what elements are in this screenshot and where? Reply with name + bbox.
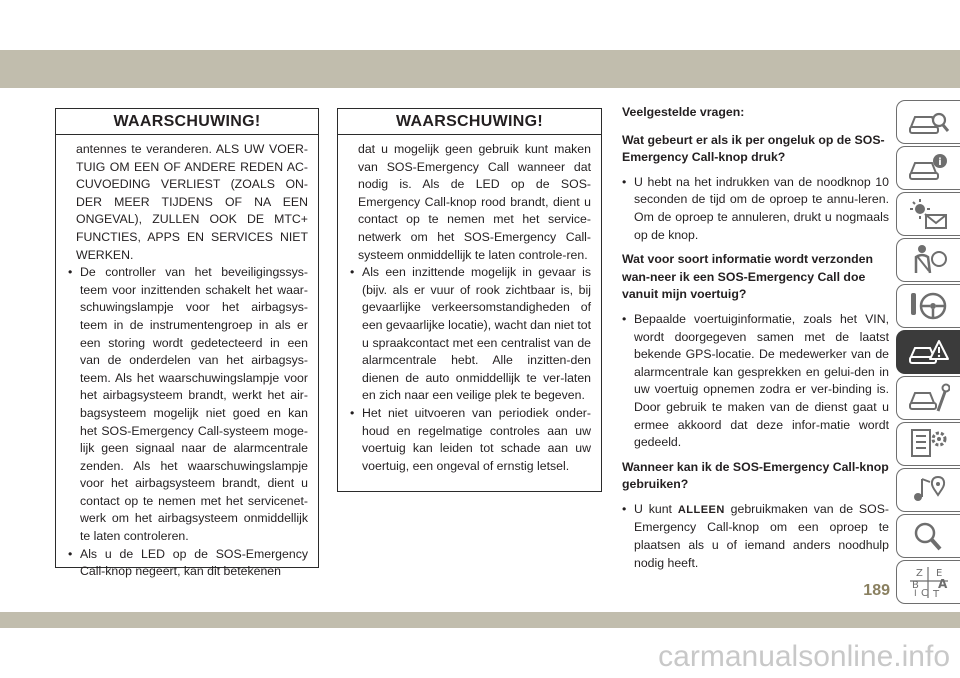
chapter-tab-index[interactable] [896,560,960,604]
svg-text:Z: Z [915,568,923,579]
car-emergency-warning-icon [908,335,950,369]
page-number: 189 [863,582,890,599]
top-decor-band [0,50,960,88]
faq-answer-text: gebruikmaken van de SOS-Emergency Call-knop om een oproep te plaatsen als u of iemand anders noodhulp nodig heeft. [634,501,889,570]
faq-heading: Veelgestelde vragen: [622,105,745,119]
svg-text:B: B [911,580,919,591]
svg-text:T: T [932,589,939,599]
chapter-tab-steering[interactable] [896,284,960,328]
music-navigation-icon [908,473,950,507]
chapter-tab-warning-lights[interactable] [896,192,960,236]
car-magnifier-icon [908,105,950,139]
svg-text:I: I [913,589,917,599]
faq-column [622,100,889,579]
svg-text:C: C [920,588,928,599]
car-info-icon [908,151,950,185]
warning-bullet: • De controller van het beveiligingssys-teem voor inzittenden schakelt het waar-schuwingslampje voor het airbagsys-teem in de instrumentengroep in als er een storing wordt gedetecteerd in een van de onderdelen van het airbagsys-teem. Als het waarschuwingslampje voor het airbagsysteem brandt, werkt het air-bagsysteem mogelijk niet goed en kan het SOS-Emergency Call-systeem moge-lijk geen signaal naar de alarmcentrale zenden. Als het waarschuwingslampje voor het airbagsysteem brandt, dient u contact op te nemen met het servicenet-werk om het airbagsysteem onmiddellijk te laten controleren. [68,264,308,546]
faq-question: Wat voor soort informatie wordt verzonden wan-neer ik een SOS-Emergency Call doe vanuit mijn voertuig? [622,252,873,302]
warning-title: WAARSCHUWING! [338,109,601,135]
warning-title: WAARSCHUWING! [56,109,318,135]
warning-bullet: • Als u de LED op de SOS-Emergency Call-knop negeert, kan dit betekenen [68,546,308,581]
warning-bullet: • Als een inzittende mogelijk in gevaar is (bijv. als er vuur of rook zichtbaar is, bij gevaarlijke verkeersomstandigheden of een gevaarlijke locatie), wacht dan niet tot u spraakcontact met een centralist van de alarmcentrale hebt. Alle inzitten-den dienen de auto onmiddellijk te ver-laten en zich naar een veilige plek te begeven. [350,264,591,405]
faq-answer-emphasis: ALLEEN [677,503,725,516]
warning-box-1 [55,108,319,579]
chapter-tab-multimedia[interactable] [896,468,960,512]
faq-question: Wanneer kan ik de SOS-Emergency Call-knop gebruiken? [622,459,889,492]
faq-answer: • Bepaalde voertuiginformatie, zoals het VIN, wordt doorgegeven samen met de laatst bekende GPS-locatie. De medewerker van de alarmcentrale kan gesprekken en gelui-den in uw voertuig opnemen zodra er ver-binding is. Door gebruik te maken van de dienst gaat u ermee akkoord dat deze infor-matie wordt gedeeld. [622,311,889,452]
svg-text:A: A [937,577,947,591]
faq-answer: • U hebt na het indrukken van de noodknop 10 seconden de tijd om de oproep te annu-leren. Om de oproep te annuleren, drukt u nogmaals op de knop. [622,174,889,244]
bottom-decor-band [0,612,960,628]
svg-text:i: i [937,157,942,168]
chapter-tab-search[interactable] [896,514,960,558]
chapter-tab-specifications[interactable] [896,422,960,466]
warning-paragraph: dat u mogelijk geen gebruik kunt maken van SOS-Emergency Call wanneer dat nodig is. Als de LED op de SOS-Emergency Call-knop rood brandt, dient u contact op te nemen met het service-netwerk om het SOS-Emergency Call-systeem onmiddellijk te laten controle-ren. [358,142,591,262]
chapter-tab-car-info[interactable] [896,146,960,190]
car-wrench-icon [908,381,950,415]
warning-paragraph: antennes te veranderen. ALS UW VOER-TUIG OM EEN OF ANDERE REDEN AC-CUVOEDING VERLIEST (ZOALS ON-DER MEER TIJDENS OF NA EEN ONGEVAL), ZULLEN OOK DE MTC+ FUNCTIES, APPS EN SERVICES NIET WERKEN. [76,142,308,262]
steering-wheel-icon [908,289,950,323]
chapter-tab-seatbelt-airbag[interactable] [896,238,960,282]
index-letters-icon [908,565,950,599]
warning-box-2 [337,108,602,492]
warning-lights-envelope-icon [908,197,950,231]
faq-answer [622,501,889,572]
seatbelt-airbag-icon [908,243,950,277]
chapter-tab-emergency[interactable] [896,330,960,374]
svg-text:E: E [935,568,942,579]
faq-answer-text: U kunt [634,501,672,516]
faq-question: Wat gebeurt er als ik per ongeluk op de SOS-Emergency Call-knop druk? [622,132,885,165]
magnifier-icon [908,519,950,553]
watermark: carmanualsonline.info [658,640,950,673]
chapter-tab-car-magnifier[interactable] [896,100,960,144]
warning-bullet: • Het niet uitvoeren van periodiek onder-houd en regelmatige controles aan uw voertuig kan leiden tot schade aan uw voertuig, een ongeval of ernstig letsel. [350,405,591,475]
chapter-tab-maintenance[interactable] [896,376,960,420]
checklist-gear-icon [908,427,950,461]
